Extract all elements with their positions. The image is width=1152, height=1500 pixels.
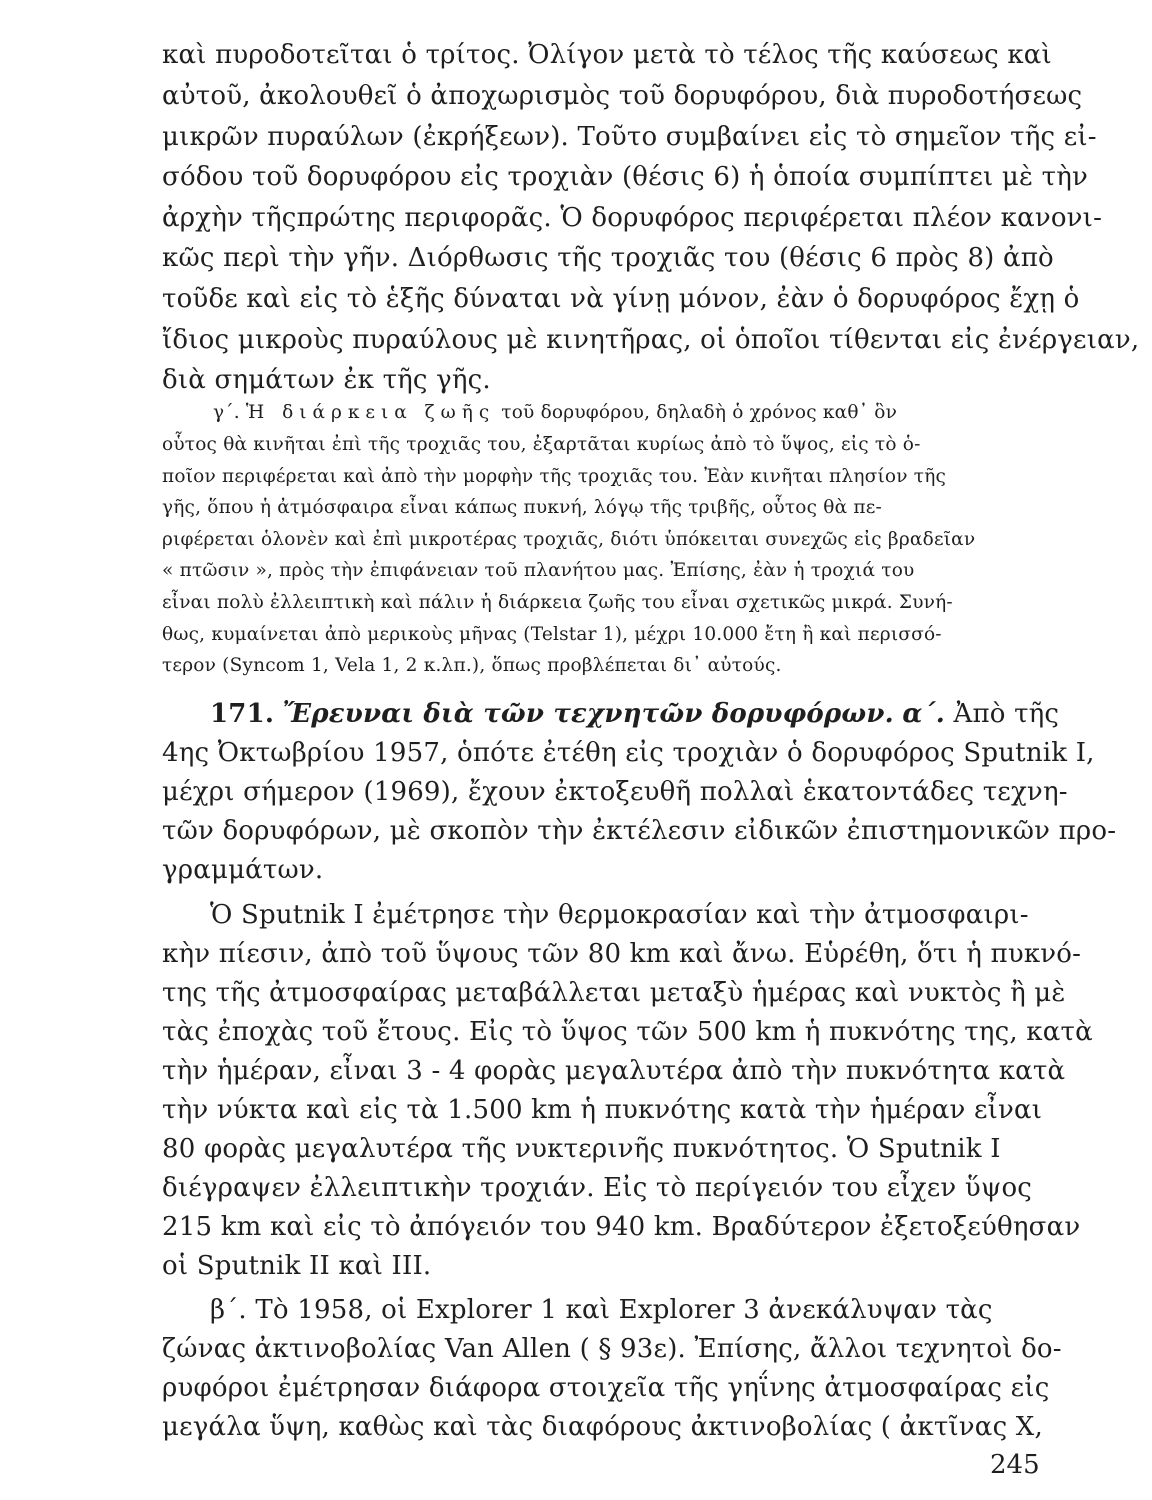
text-line: 215 km καὶ εἰς τὸ ἀπόγειόν του 940 km. Βραδύτερον ἐξετοξεύθησαν — [162, 1212, 1081, 1242]
text-line: κῶς περὶ τὴν γῆν. Διόρθωσις τῆς τροχιᾶς του (θέσις 6 πρὸς 8) ἀπὸ — [162, 243, 1054, 273]
text-line: β΄. Τὸ 1958, οἱ Explorer 1 καὶ Explorer 3 ἀνεκάλυψαν τὰς — [210, 1295, 993, 1325]
text-line: τὴν νύκτα καὶ εἰς τὰ 1.500 km ἡ πυκνότης κατὰ τὴν ἡμέραν εἶναι — [162, 1095, 1043, 1125]
text-line: καὶ πυροδοτεῖται ὁ τρίτος. Ὀλίγον μετὰ τὸ τέλος τῆς καύσεως καὶ — [162, 40, 1052, 70]
text-line: κὴν πίεσιν, ἀπὸ τοῦ ὕψους τῶν 80 km καὶ ἄνω. Εὑρέθη, ὅτι ἡ πυκνό- — [162, 939, 1082, 969]
text-line: Ὁ Sputnik I ἐμέτρησε τὴν θερμοκρασίαν καὶ τὴν ἀτμοσφαιρι- — [210, 900, 1029, 930]
small-text-line: « πτῶσιν », πρὸς τὴν ἐπιφάνειαν τοῦ πλανήτου μας. Ἐπίσης, ἐὰν ἡ τροχιά του — [162, 560, 915, 581]
page-number: 245 — [990, 1450, 1040, 1480]
text-line: γραμμάτων. — [162, 855, 324, 885]
small-text-line: εἶναι πολὺ ἐλλειπτικὴ καὶ πάλιν ἡ διάρκεια ζωῆς του εἶναι σχετικῶς μικρά. Συνή- — [162, 592, 953, 613]
text-line: διὰ σημάτων ἐκ τῆς γῆς. — [162, 365, 491, 395]
small-text-line: τερον (Syncom 1, Vela 1, 2 κ.λπ.), ὅπως προβλέπεται δι᾽ αὐτούς. — [162, 655, 782, 676]
text-line: ζώνας ἀκτινοβολίας Van Allen ( § 93ε). Ἐπίσης, ἄλλοι τεχνητοὶ δο- — [162, 1334, 1062, 1364]
spaced-term: Ἡ διάρκεια ζωῆς — [245, 402, 496, 423]
text-line: 80 φορὰς μεγαλυτέρα τῆς νυκτερινῆς πυκνότητος. Ὁ Sputnik I — [162, 1134, 1001, 1164]
small-text-line: οὗτος θὰ κινῆται ἐπὶ τῆς τροχιᾶς του, ἐξαρτᾶται κυρίως ἀπὸ τὸ ὕψος, εἰς τὸ ὁ- — [162, 434, 921, 455]
subsection-label: γ΄. — [213, 402, 246, 423]
section-number: 171. — [210, 699, 275, 729]
small-text-line: ποῖον περιφέρεται καὶ ἀπὸ τὴν μορφὴν τῆς τροχιᾶς του. Ἐὰν κινῆται πλησίον τῆς — [162, 466, 947, 487]
section-subpart: α΄. — [902, 699, 946, 729]
small-text-first-line — [213, 402, 1093, 424]
section-first-line-rest: Ἀπὸ τῆς — [953, 699, 1060, 729]
text-line: διέγραψεν ἐλλειπτικὴν τροχιάν. Εἰς τὸ περίγειόν του εἶχεν ὕψος — [162, 1173, 1033, 1203]
text-line: 4ης Ὀκτωβρίου 1957, ὁπότε ἐτέθη εἰς τροχιὰν ὁ δορυφόρος Sputnik I, — [162, 738, 1095, 768]
small-text-line: γῆς, ὅπου ἡ ἀτμόσφαιρα εἶναι κάπως πυκνή, λόγῳ τῆς τριβῆς, οὗτος θὰ πε- — [162, 497, 882, 518]
text-line: οἱ Sputnik II καὶ III. — [162, 1251, 432, 1281]
section-heading — [210, 699, 1090, 729]
text-line: σόδου τοῦ δορυφόρου εἰς τροχιὰν (θέσις 6) ἡ ὁποία συμπίπτει μὲ τὴν — [162, 162, 1088, 192]
text-line: ἀρχὴν τῆςπρώτης περιφορᾶς. Ὁ δορυφόρος περιφέρεται πλέον κανονι- — [162, 203, 1103, 233]
text-line: μεγάλα ὕψη, καθὼς καὶ τὰς διαφόρους ἀκτινοβολίας ( ἀκτῖνας Χ, — [162, 1412, 1043, 1442]
text-line: τῶν δορυφόρων, μὲ σκοπὸν τὴν ἐκτέλεσιν εἰδικῶν ἐπιστημονικῶν προ- — [162, 816, 1117, 846]
text-line: μικρῶν πυραύλων (ἐκρήξεων). Τοῦτο συμβαίνει εἰς τὸ σημεῖον τῆς εἰ- — [162, 122, 1097, 152]
text-line: τὴν ἡμέραν, εἶναι 3 - 4 φορὰς μεγαλυτέρα ἀπὸ τὴν πυκνότητα κατὰ — [162, 1056, 1066, 1086]
text-line: ρυφόροι ἐμέτρησαν διάφορα στοιχεῖα τῆς γηΐνης ἀτμοσφαίρας εἰς — [162, 1373, 1050, 1403]
small-text-line: τοῦ δορυφόρου, δηλαδὴ ὁ χρόνος καθ᾽ ὃν — [495, 402, 898, 423]
text-line: ἴδιος μικροὺς πυραύλους μὲ κινητῆρας, οἱ ὁποῖοι τίθενται εἰς ἐνέργειαν, — [162, 325, 1140, 355]
text-line: αὐτοῦ, ἀκολουθεῖ ὁ ἀποχωρισμὸς τοῦ δορυφόρου, διὰ πυροδοτήσεως — [162, 81, 1083, 111]
small-text-line: θως, κυμαίνεται ἀπὸ μερικοὺς μῆνας (Telstar 1), μέχρι 10.000 ἔτη ἢ καὶ περισσό- — [162, 624, 942, 645]
small-text-line: ριφέρεται ὁλονὲν καὶ ἐπὶ μικροτέρας τροχιᾶς, διότι ὑπόκειται συνεχῶς εἰς βραδεῖαν — [162, 529, 976, 550]
text-line: τὰς ἐποχὰς τοῦ ἔτους. Εἰς τὸ ὕψος τῶν 500 km ἡ πυκνότης της, κατὰ — [162, 1017, 1093, 1047]
text-line: της τῆς ἀτμοσφαίρας μεταβάλλεται μεταξὺ ἡμέρας καὶ νυκτὸς ἢ μὲ — [162, 978, 1066, 1008]
section-title: Ἔρευναι διὰ τῶν τεχνητῶν δορυφόρων. — [282, 699, 894, 729]
text-line: μέχρι σήμερον (1969), ἔχουν ἐκτοξευθῆ πολλαὶ ἑκατοντάδες τεχνη- — [162, 777, 1068, 807]
text-line: τοῦδε καὶ εἰς τὸ ἑξῆς δύναται νὰ γίνῃ μόνον, ἐὰν ὁ δορυφόρος ἔχῃ ὁ — [162, 284, 1080, 314]
